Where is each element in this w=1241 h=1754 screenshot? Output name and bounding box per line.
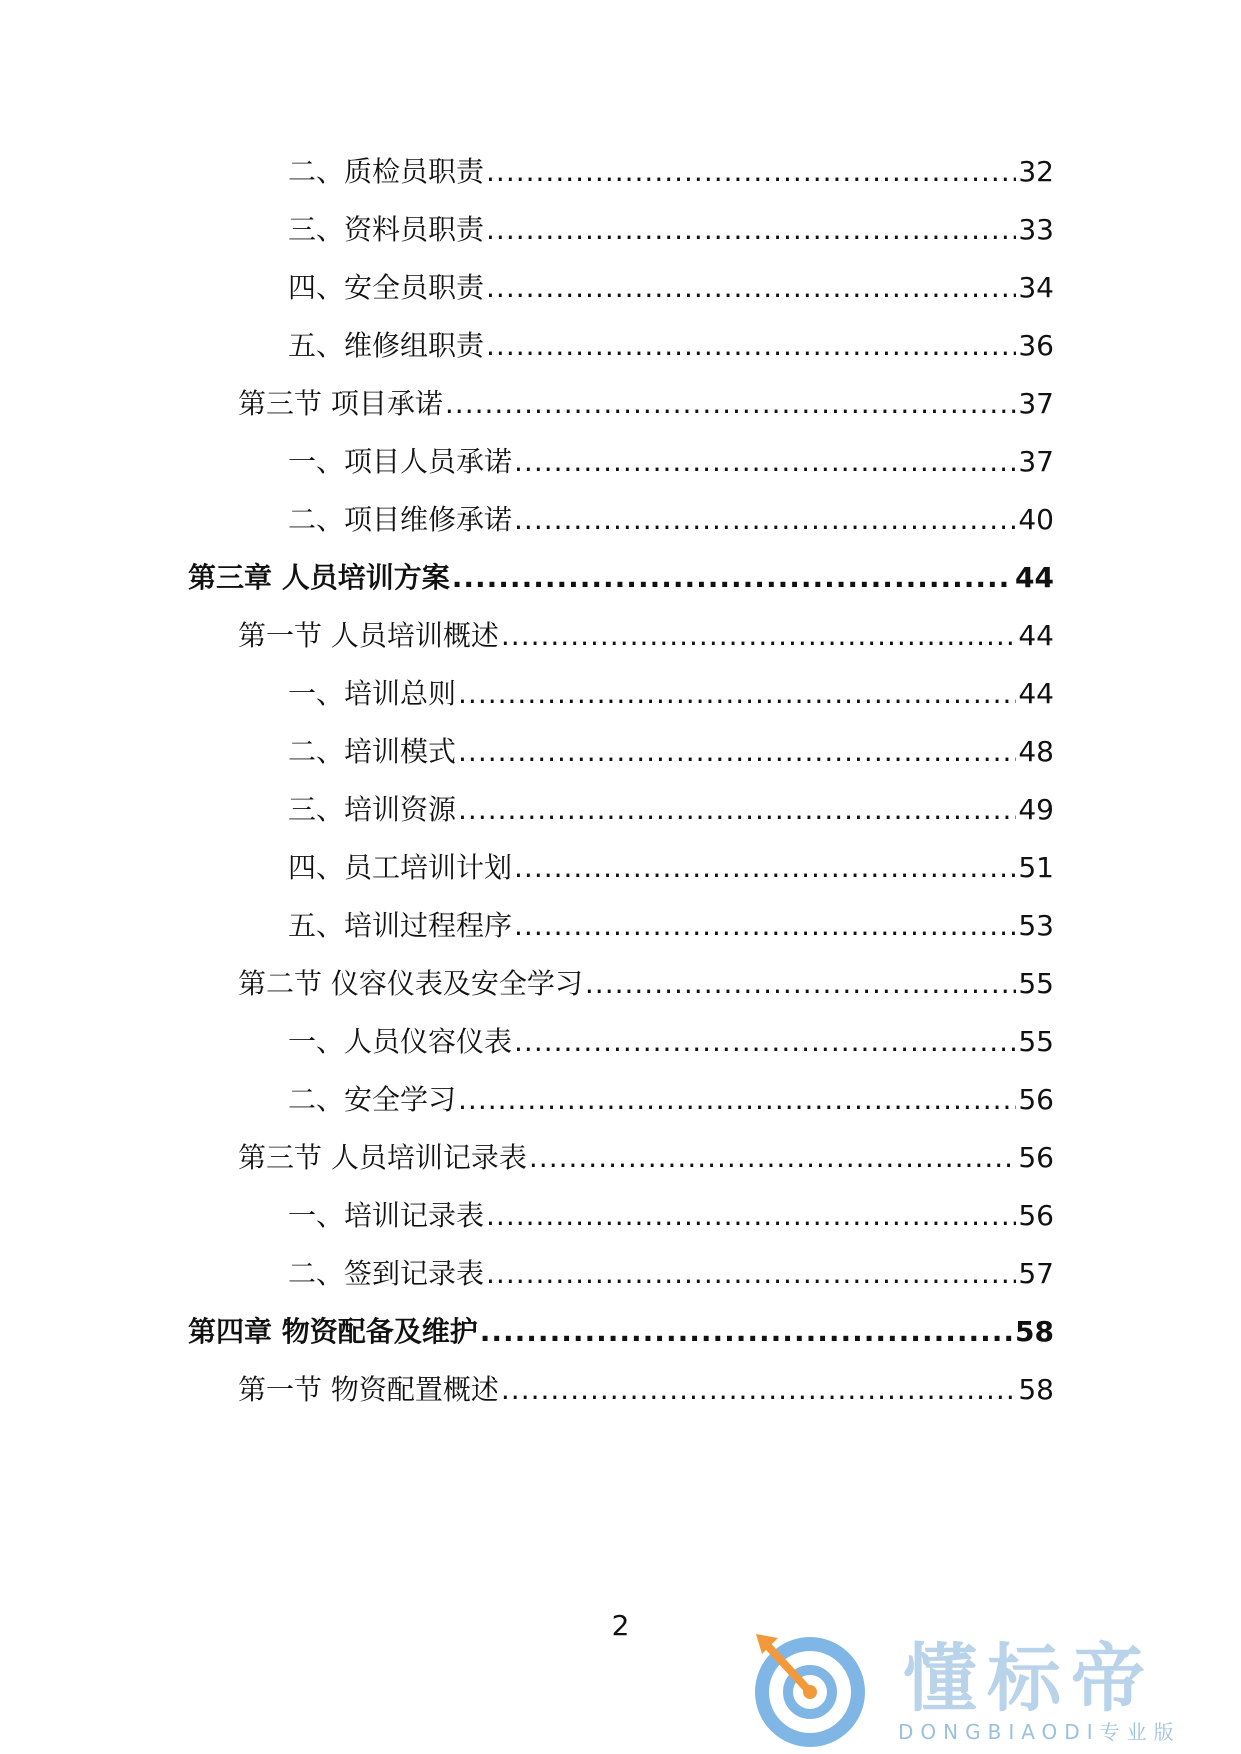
toc-entry-label: 二、培训模式 [288, 735, 457, 768]
toc-entry[interactable] [288, 788, 1054, 828]
toc-entry-page: 34 [1018, 271, 1054, 304]
toc-entry[interactable] [288, 730, 1054, 770]
toc-entry[interactable] [238, 1136, 1054, 1176]
toc-entry-label: 第一节 人员培训概述 [238, 619, 499, 652]
toc-entry-label: 三、培训资源 [288, 793, 457, 826]
toc-entry[interactable] [238, 382, 1054, 422]
toc-entry[interactable] [288, 904, 1054, 944]
toc-entry-page: 58 [1018, 1373, 1054, 1406]
toc-entry-label: 一、培训总则 [288, 677, 457, 710]
watermark-brand: 懂标帝 [903, 1636, 1155, 1722]
toc-entry-page: 44 [1018, 677, 1054, 710]
toc-entry-label: 第三章 人员培训方案 [188, 561, 450, 594]
toc-entry-label: 二、质检员职责 [288, 155, 485, 188]
toc-entry-label: 第三节 项目承诺 [238, 387, 443, 420]
toc-entry-label: 四、员工培训计划 [288, 851, 513, 884]
toc-entry-label: 一、人员仪容仪表 [288, 1025, 513, 1058]
toc-entry-page: 36 [1018, 329, 1054, 362]
toc-entry-label: 第四章 物资配备及维护 [188, 1315, 478, 1348]
toc-chapter-entry[interactable] [188, 1310, 1054, 1350]
toc-entry-label: 第二节 仪容仪表及安全学习 [238, 967, 583, 1000]
toc-entry-label: 五、培训过程程序 [288, 909, 513, 942]
toc-entry[interactable] [288, 1252, 1054, 1292]
toc-entry[interactable] [238, 1368, 1054, 1408]
toc-entry[interactable] [288, 1194, 1054, 1234]
watermark-subtitle: DONGBIAODI专业版 [898, 1720, 1181, 1744]
toc-entry-label: 二、安全学习 [288, 1083, 457, 1116]
toc-entry[interactable] [238, 614, 1054, 654]
toc-entry-label: 二、签到记录表 [288, 1257, 485, 1290]
toc-entry-page: 51 [1018, 851, 1054, 884]
toc-entry-label: 一、项目人员承诺 [288, 445, 513, 478]
toc-entry-page: 57 [1018, 1257, 1054, 1290]
toc-entry-page: 55 [1018, 1025, 1054, 1058]
toc-entry-label: 五、维修组职责 [288, 329, 485, 362]
toc-entry-page: 44 [1018, 619, 1054, 652]
toc-entry-page: 32 [1018, 155, 1054, 188]
toc-entry-page: 48 [1018, 735, 1054, 768]
toc-entry[interactable] [238, 962, 1054, 1002]
toc-chapter-entry[interactable] [188, 556, 1054, 596]
toc-entry-page: 44 [1015, 561, 1054, 594]
toc-entry-page: 55 [1018, 967, 1054, 1000]
target-arrow-icon [748, 1620, 878, 1750]
toc-entry[interactable] [288, 266, 1054, 306]
toc-entry[interactable] [288, 672, 1054, 712]
toc-entry-label: 第三节 人员培训记录表 [238, 1141, 527, 1174]
toc-entry[interactable] [288, 440, 1054, 480]
toc-entry-page: 49 [1018, 793, 1054, 826]
watermark-logo [748, 1620, 1218, 1750]
toc-entry-page: 40 [1018, 503, 1054, 536]
toc-entry-page: 37 [1018, 387, 1054, 420]
toc-entry-label: 四、安全员职责 [288, 271, 485, 304]
toc-entry-page: 56 [1018, 1083, 1054, 1116]
toc-entry-page: 56 [1018, 1199, 1054, 1232]
toc-entry-label: 二、项目维修承诺 [288, 503, 513, 536]
page-number: 2 [611, 1609, 630, 1642]
toc-entry[interactable] [288, 1020, 1054, 1060]
toc-entry[interactable] [288, 150, 1054, 190]
toc-entry-page: 37 [1018, 445, 1054, 478]
toc-entry-label: 第一节 物资配置概述 [238, 1373, 499, 1406]
toc-entry-page: 56 [1018, 1141, 1054, 1174]
toc-entry[interactable] [288, 324, 1054, 364]
toc-entry[interactable] [288, 208, 1054, 248]
toc-entry-page: 33 [1018, 213, 1054, 246]
toc-entry-label: 一、培训记录表 [288, 1199, 485, 1232]
toc-entry-page: 58 [1015, 1315, 1054, 1348]
toc-entry[interactable] [288, 1078, 1054, 1118]
toc-entry[interactable] [288, 846, 1054, 886]
toc-entry[interactable] [288, 498, 1054, 538]
toc-entry-page: 53 [1018, 909, 1054, 942]
toc-entry-label: 三、资料员职责 [288, 213, 485, 246]
